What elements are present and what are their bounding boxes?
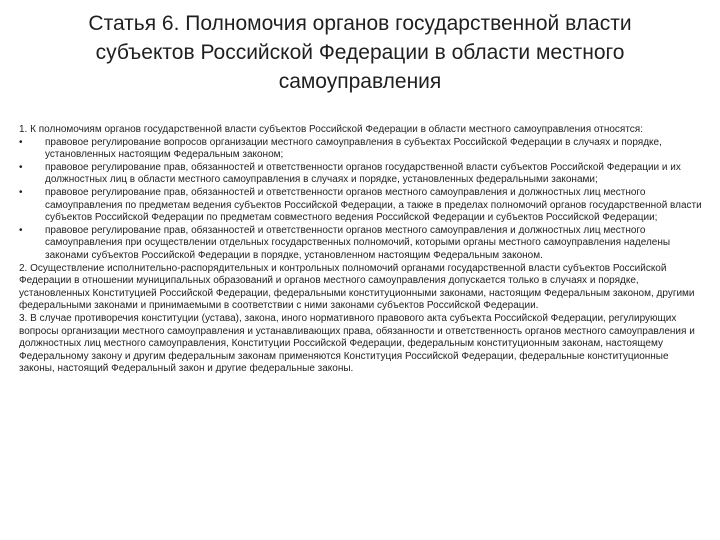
list-item-text: правовое регулирование прав, обязанностей и ответственности органов местного самоуправления и должностных лиц местного самоуправления по предметам ведения субъектов Российской Федерации, а также в пределах полномочий органов государственной власти субъектов Российской Федерации по предметам совместного ведения Российской Федерации и субъектов Российской Федерации; [45, 186, 702, 224]
bullet-mark: • [19, 161, 23, 173]
bullet-list [19, 137, 705, 263]
paragraph-1: 1. К полномочиям органов государственной власти субъектов Российской Федерации в области местного самоуправления относятся: [19, 124, 643, 135]
list-item-text: правовое регулирование прав, обязанностей и ответственности органов местного самоуправления и должностных лиц местного самоуправления при осуществлении отдельных государственных полномочий, которыми органы местного самоуправления наделены законами субъектов Российской Федерации в порядке, установленном настоящим Федеральным законом. [45, 224, 671, 261]
list-item [19, 187, 705, 225]
bullet-mark: • [19, 224, 23, 236]
paragraph-2: 2. Осуществление исполнительно-распорядительных и контрольных полномочий органами государственной власти субъектов Российской Федерации в отношении муниципальных образований и органов местного самоуправления допускается только в случаях и порядке, установленных Конституцией Российской Федерации, федеральными конституционными законами, настоящим Федеральным законом, другими федеральными законами и принимаемыми в соответствии с ними законами субъектов Российской Федерации. [19, 262, 695, 312]
paragraph-3: 3. В случае противоречия конституции (устава), закона, иного нормативного правового акта субъекта Российской Федерации, регулирующих вопросы организации местного самоуправления и устанавливающих права, обязанности и ответственность органов местного самоуправления и должностных лиц местного самоуправления, Конституции Российской Федерации, федеральным конституционным законам, настоящему Федеральному закону и другим федеральным законам применяются Конституция Российской Федерации, федеральные конституционные законы, настоящий Федеральный закон и другие федеральные законы. [19, 312, 695, 375]
list-item-text: правовое регулирование вопросов организации местного самоуправления в субъектах Российской Федерации в случаях и порядке, установленных настоящим Федеральным законом; [45, 136, 662, 161]
title-line-3: самоуправления [278, 70, 442, 93]
page-title [30, 9, 690, 96]
list-item [19, 137, 705, 162]
title-line-1: Статья 6. Полномочия органов государственной власти [88, 12, 632, 35]
article-body [19, 124, 705, 376]
bullet-mark: • [19, 136, 23, 148]
list-item-text: правовое регулирование прав, обязанностей и ответственности органов государственной власти субъектов Российской Федерации и их должностных лиц в области местного самоуправления в случаях и порядке, установленных федеральными законами; [45, 161, 681, 186]
title-line-2: субъектов Российской Федерации в области местного [95, 41, 625, 64]
list-item [19, 225, 705, 263]
bullet-mark: • [19, 186, 23, 198]
list-item [19, 162, 705, 187]
